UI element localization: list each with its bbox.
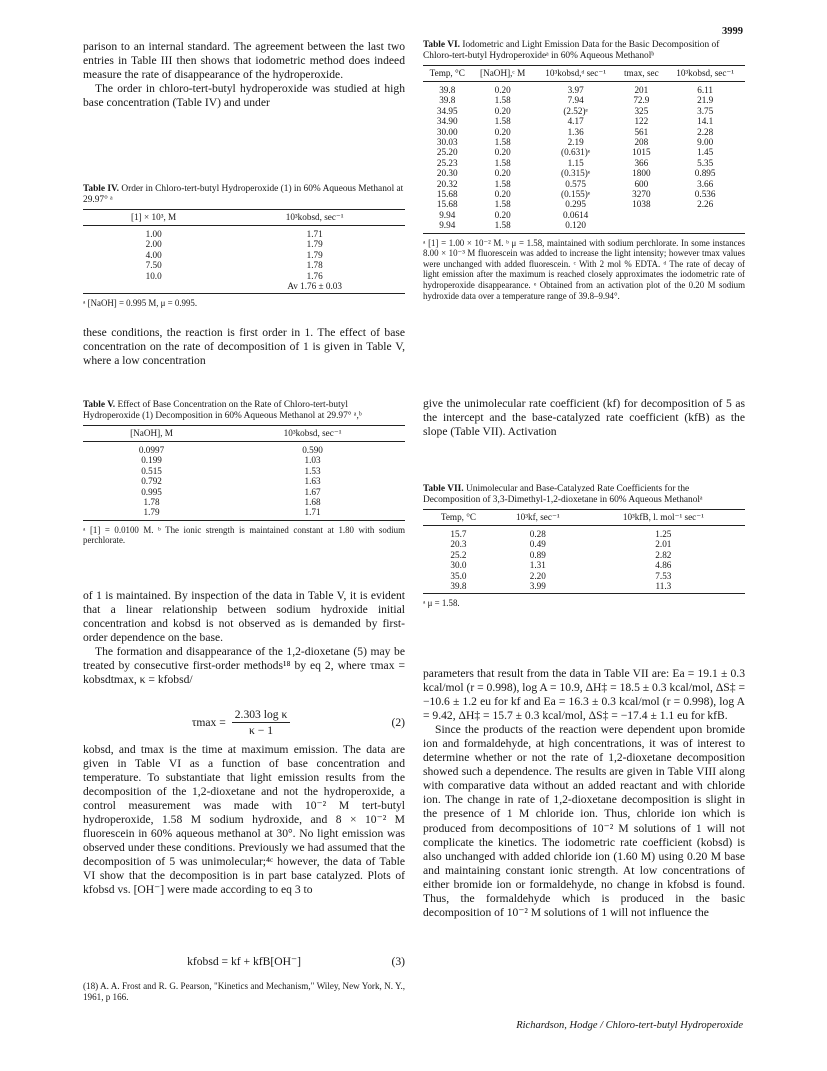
equation-2: τmax = $\frac{\text{2.303 log κ}}{\kappa - 1}$ (2) (191, 707, 405, 737)
table-cell: 208 (634, 137, 649, 148)
table-row (423, 199, 745, 209)
table-cell: 1.71 (220, 507, 405, 520)
table-cell: 1.58 (494, 137, 511, 148)
table-row (423, 168, 745, 178)
table-cell: 1.58 (494, 199, 511, 210)
table-cell: 1.67 (304, 486, 321, 497)
table-cell: 325 (634, 105, 649, 116)
table-cell: 0.792 (141, 476, 162, 487)
right-lower-text (423, 667, 745, 920)
table-cell: 1.58 (471, 220, 533, 233)
table-cell: 9.94 (439, 209, 456, 220)
running-footer: Richardson, Hodge / Chloro-tert-butyl Hydroperoxide (516, 1020, 743, 1031)
table-caption: Table IV. Order in Chloro-tert-butyl Hydroperoxide (1) in 60% Aqueous Methanol at 29.97° ᵃ (83, 184, 404, 206)
table-cell: 2.01 (655, 539, 672, 550)
table-cell: 1015 (632, 147, 651, 158)
table-cell: 3.97 (567, 85, 584, 95)
table-cell: 0.20 (494, 189, 511, 200)
table-row (83, 226, 405, 240)
table-cell: 1.68 (304, 497, 321, 508)
table-cell (83, 281, 224, 294)
table-row (83, 271, 405, 281)
table-row (423, 550, 745, 560)
table-cell: 20.3 (450, 539, 467, 550)
table-cell: 30.00 (436, 126, 458, 137)
table-cell (665, 210, 745, 220)
table-cell: 1.79 (83, 507, 220, 520)
table-cell: 561 (634, 126, 649, 137)
table-cell: 1.45 (697, 147, 714, 158)
table-row (83, 476, 405, 486)
table-cell: 1.00 (145, 229, 162, 239)
table-cell: 0.590 (302, 445, 323, 455)
table-cell: 1.36 (567, 126, 584, 137)
table-cell: 201 (634, 85, 649, 95)
table-cell: 15.68 (436, 199, 458, 210)
table-cell: 1.25 (655, 529, 672, 539)
table-row (423, 82, 745, 96)
table-cell: 0.199 (141, 455, 162, 466)
table-cell: 35.0 (450, 570, 467, 581)
table-row (83, 250, 405, 260)
table-row (423, 137, 745, 147)
column-header: 10³kf, sec⁻¹ (494, 510, 582, 526)
table-cell: (0.155)ᵉ (561, 189, 591, 200)
equation-3: kfobsd = kf + kfB[OH⁻] (3) (187, 954, 405, 968)
table-row (423, 106, 745, 116)
data-table (83, 209, 405, 294)
table-cell: 10.0 (145, 270, 162, 281)
paragraph: these conditions, the reaction is first order in 1. The effect of base concentration on the rate of decomposition of 1 is given in Table V, where a low concentration (83, 326, 405, 368)
table-cell: 1800 (632, 168, 651, 179)
table-cell: 0.20 (494, 209, 511, 220)
table-cell: 3270 (632, 189, 651, 200)
table-row (423, 571, 745, 581)
table-row (83, 487, 405, 497)
table-cell: 7.94 (567, 95, 584, 106)
table-cell: 1038 (632, 199, 651, 210)
left-intro-text (83, 40, 405, 110)
table-vii (423, 484, 745, 609)
table-cell: 1.03 (304, 455, 321, 466)
table-cell: 9.00 (697, 137, 714, 148)
page-number: 3999 (722, 26, 743, 37)
paragraph: parameters that result from the data in Table VII are: Ea = 19.1 ± 0.3 kcal/mol (r = 0.998), log A = 10.9, ΔH‡ = 18.5 ± 0.3 kcal/mol, ΔS‡ = −10.6 ± 1.2 eu for kf and Ea = 16.3 ± 0.3 kcal/mol (r = 0.998), log A = 9.42, ΔH‡ = 15.7 ± 0.3 kcal/mol, ΔS‡ = −17.4 ± 1.1 eu for kfB. (423, 667, 745, 723)
table-cell: 14.1 (697, 116, 714, 127)
left-lower-text (83, 589, 405, 687)
table-cell: 20.30 (436, 168, 458, 179)
data-table (423, 509, 745, 594)
table-cell: 3.66 (697, 178, 714, 189)
paragraph: The formation and disappearance of the 1,2-dioxetane (5) may be treated by consecutive first-order methods¹⁸ by eq 2, where τmax = kobsdtmax, κ = kfobsd/ (83, 645, 405, 687)
table-cell: 0.575 (565, 178, 586, 189)
table-cell: 2.82 (655, 549, 672, 560)
table-v (83, 400, 405, 546)
table-iv (83, 184, 405, 309)
paragraph: kobsd, and tmax is the time at maximum emission. The data are given in Table VI as a function of base concentration and temperature. To substantiate that light emission results from the decomposition of the 1,2-dioxetane and not the hydroperoxide, a control measurement was made with 10⁻² M tert-butyl hydroperoxide, 1.58 M sodium hydroxide, and 8 × 10⁻² M fluorescein in 60% aqueous methanol at 30°. No light emission was observed under these conditions. Previously we had assumed that the decomposition of 5 was unimolecular;⁴ᶜ however, the data of Table VI show that the decomposition is in part base catalyzed. Plots of kfobsd vs. [OH⁻] were made according to eq 3 to (83, 743, 405, 897)
table-cell: 0.895 (694, 168, 716, 179)
table-caption: Table VI. Iodometric and Light Emission Data for the Basic Decomposition of Chloro-tert-butyl Hydroperoxideᵃ in 60% Aqueous Methanolᵇ (423, 40, 720, 62)
table-row (423, 127, 745, 137)
table-cell: 0.20 (494, 85, 511, 95)
paragraph: Since the products of the reaction were dependent upon bromide ion and formaldehyde, at high concentrations, it was of interest to determine whether or not the rate of 1,2-dioxetane decomposition showed such a dependence. The results are given in Table VIII along with comparative data without an added reactant and with chloride ion. The change in rate of 1,2-dioxetane decomposition is slight in the presence of 1 M chloride ion. Thus, chloride ion which is produced from decompositions of 10⁻² M solutions of 1 will not complicate the kinetics. The iodometric rate coefficient (kobsd) is also unchanged with added chloride ion (1.60 M) using 0.20 M base and maintaining constant ionic strength. At low concentrations of either bromide ion or formaldehyde, no change in kfobsd is found. Thus, the formaldehyde which is produced in the basic decomposition of 10⁻² M solutions of 1 will not influence the (423, 723, 745, 919)
table-cell: 1.31 (529, 560, 546, 571)
table-cell: 72.9 (633, 95, 650, 106)
table-cell: 25.23 (436, 157, 458, 168)
table-row (423, 560, 745, 570)
table-cell: 366 (634, 157, 649, 168)
table-cell: 0.0614 (562, 209, 589, 220)
table-cell: 30.0 (450, 560, 467, 571)
table-cell: 0.89 (529, 549, 546, 560)
table-row (423, 581, 745, 594)
table-cell: 4.86 (655, 560, 672, 571)
table-cell: Av 1.76 ± 0.03 (224, 281, 405, 294)
table-cell: 1.58 (494, 178, 511, 189)
table-cell: 122 (634, 116, 649, 127)
right-mid-text (423, 397, 745, 439)
table-cell: 2.26 (697, 199, 714, 210)
data-table (83, 425, 405, 520)
table-cell: 20.32 (436, 178, 458, 189)
table-cell: 0.515 (141, 465, 162, 476)
table-row (83, 239, 405, 249)
table-cell: 4.00 (145, 249, 162, 260)
table-caption: Table VII. Unimolecular and Base-Catalyzed Rate Coefficients for the Decomposition of 3,3-Dimethyl-1,2-dioxetane in 60% Aqueous Methanolᵃ (423, 484, 703, 506)
table-cell: 2.28 (697, 126, 714, 137)
table-cell: 3.75 (697, 105, 714, 116)
table-cell: 0.20 (494, 105, 511, 116)
table-caption: Table V. Effect of Base Concentration on the Rate of Chloro-tert-butyl Hydroperoxide (1) Decomposition in 60% Aqueous Methanol at 29.97° ᵃ,ᵇ (83, 400, 362, 422)
table-cell: 15.7 (450, 529, 467, 539)
column-header: Temp, °C (423, 66, 471, 82)
table-cell: (2.52)ᵉ (563, 105, 588, 116)
table-cell: 2.20 (529, 570, 546, 581)
table-row (423, 220, 745, 233)
table-row (83, 507, 405, 520)
table-row (423, 539, 745, 549)
table-cell: 1.63 (304, 476, 321, 487)
table-cell: 7.50 (145, 260, 162, 271)
table-cell: 0.120 (534, 220, 618, 233)
table-row-average (83, 281, 405, 294)
table-cell: 2.00 (145, 239, 162, 250)
table-row (423, 95, 745, 105)
table-row (423, 147, 745, 157)
column-header: tmax, sec (617, 66, 665, 82)
table-cell: 0.20 (494, 126, 511, 137)
table-cell: 39.8 (439, 85, 456, 95)
table-cell: 0.0997 (138, 445, 165, 455)
table-cell: 34.90 (436, 116, 458, 127)
column-header: 10³kobsd,ᵈ sec⁻¹ (534, 66, 618, 82)
column-header: 10³kobsd, sec⁻¹ (665, 66, 745, 82)
table-row (423, 189, 745, 199)
table-cell: 4.17 (567, 116, 584, 127)
table-cell: (0.315)ᵉ (561, 168, 591, 179)
table-cell: 1.79 (306, 249, 323, 260)
column-header: [1] × 10³, M (83, 210, 224, 226)
column-header: 10³kobsd, sec⁻¹ (220, 426, 405, 442)
table-cell: 1.76 (306, 270, 323, 281)
column-header: 10³kfB, l. mol⁻¹ sec⁻¹ (582, 510, 745, 526)
table-cell: 39.8 (439, 95, 456, 106)
table-row (83, 497, 405, 507)
left-bottom-text (83, 743, 405, 898)
table-cell: 0.28 (529, 529, 546, 539)
table-cell: 1.58 (494, 95, 511, 106)
table-cell: 0.536 (694, 189, 716, 200)
table-cell: 0.995 (141, 486, 162, 497)
table-cell: 39.8 (423, 581, 494, 594)
table-cell: 15.68 (436, 189, 458, 200)
table-cell: 1.53 (304, 465, 321, 476)
table-cell: 30.03 (436, 137, 458, 148)
table-cell: 7.53 (655, 570, 672, 581)
table-cell: 6.11 (697, 85, 713, 95)
paragraph: of 1 is maintained. By inspection of the data in Table V, it is evident that a linear relationship between sodium hydroxide initial concentration and kobsd is not observed as is demanded by first-order dependence on the base. (83, 589, 405, 645)
table-row (83, 442, 405, 456)
table-row (423, 210, 745, 220)
left-mid-text (83, 326, 405, 368)
table-cell (617, 220, 665, 233)
table-cell: 1.78 (143, 497, 160, 508)
table-footnote: ᵃ [1] = 0.0100 M. ᵇ The ionic strength is maintained constant at 1.80 with sodium perchlorate. (83, 524, 405, 546)
table-footnote: ᵃ [1] = 1.00 × 10⁻² M. ᵇ μ = 1.58, maintained with sodium perchlorate. In some instances 8.00 × 10⁻³ M fluorescein was added to increase the light intensity; however tmax values were unchanged with added fluorescein. ᶜ With 2 mol % EDTA. ᵈ The rate of decay of light emission after the maximum is reached closely approximates the iodometric rate of hydroperoxide disappearance. ᵉ Obtained from an activation plot of the 0.20 M sodium hydroxide data over a temperature range of 39.8–9.94°. (423, 237, 745, 301)
table-cell: 1.58 (494, 157, 511, 168)
table-cell: 3.99 (494, 581, 582, 594)
table-footnote: ᵃ [NaOH] = 0.995 M, μ = 0.995. (83, 298, 198, 309)
table-cell: 34.95 (436, 105, 458, 116)
table-footnote: ᵃ μ = 1.58. (423, 598, 460, 609)
data-table (423, 65, 745, 233)
table-cell: 0.295 (565, 199, 586, 210)
table-cell: 1.78 (306, 260, 323, 271)
table-cell: 600 (634, 178, 649, 189)
table-cell: 1.79 (306, 239, 323, 250)
table-cell: 21.9 (697, 95, 714, 106)
table-vi (423, 40, 745, 301)
table-cell (665, 220, 745, 233)
table-cell: 25.20 (436, 147, 458, 158)
table-cell: 0.20 (494, 168, 511, 179)
column-header: [NaOH],ᶜ M (471, 66, 533, 82)
table-cell: 11.3 (582, 581, 745, 594)
reference-18: (18) A. A. Frost and R. G. Pearson, "Kinetics and Mechanism," Wiley, New York, N. Y., 1961, p 166. (83, 981, 405, 1002)
column-header: Temp, °C (423, 510, 494, 526)
table-cell: 0.49 (529, 539, 546, 550)
table-row (423, 158, 745, 168)
table-cell: 1.71 (306, 229, 323, 239)
table-cell: 25.2 (450, 549, 467, 560)
column-header: [NaOH], M (83, 426, 220, 442)
table-cell: (0.631)ᵉ (561, 147, 591, 158)
table-row (83, 260, 405, 270)
paragraph: give the unimolecular rate coefficient (kf) for decomposition of 5 as the intercept and the base-catalyzed rate coefficient (kfB) as the slope (Table VII). Activation (423, 397, 745, 439)
paragraph: parison to an internal standard. The agreement between the last two entries in Table III then shows that iodometric method does indeed measure the rate of disappearance of the hydroperoxide. (83, 40, 405, 82)
table-cell (617, 210, 665, 220)
table-row (423, 116, 745, 126)
paragraph: The order in chloro-tert-butyl hydroperoxide was studied at high base concentration (Table IV) and under (83, 82, 405, 110)
table-row (423, 526, 745, 540)
table-cell: 1.15 (567, 157, 584, 168)
table-cell: 9.94 (423, 220, 471, 233)
table-row (83, 455, 405, 465)
table-row (423, 179, 745, 189)
table-cell: 1.58 (494, 116, 511, 127)
table-row (83, 466, 405, 476)
column-header: 10³kobsd, sec⁻¹ (224, 210, 405, 226)
table-cell: 0.20 (494, 147, 511, 158)
table-cell: 5.35 (697, 157, 714, 168)
table-cell: 2.19 (567, 137, 584, 148)
